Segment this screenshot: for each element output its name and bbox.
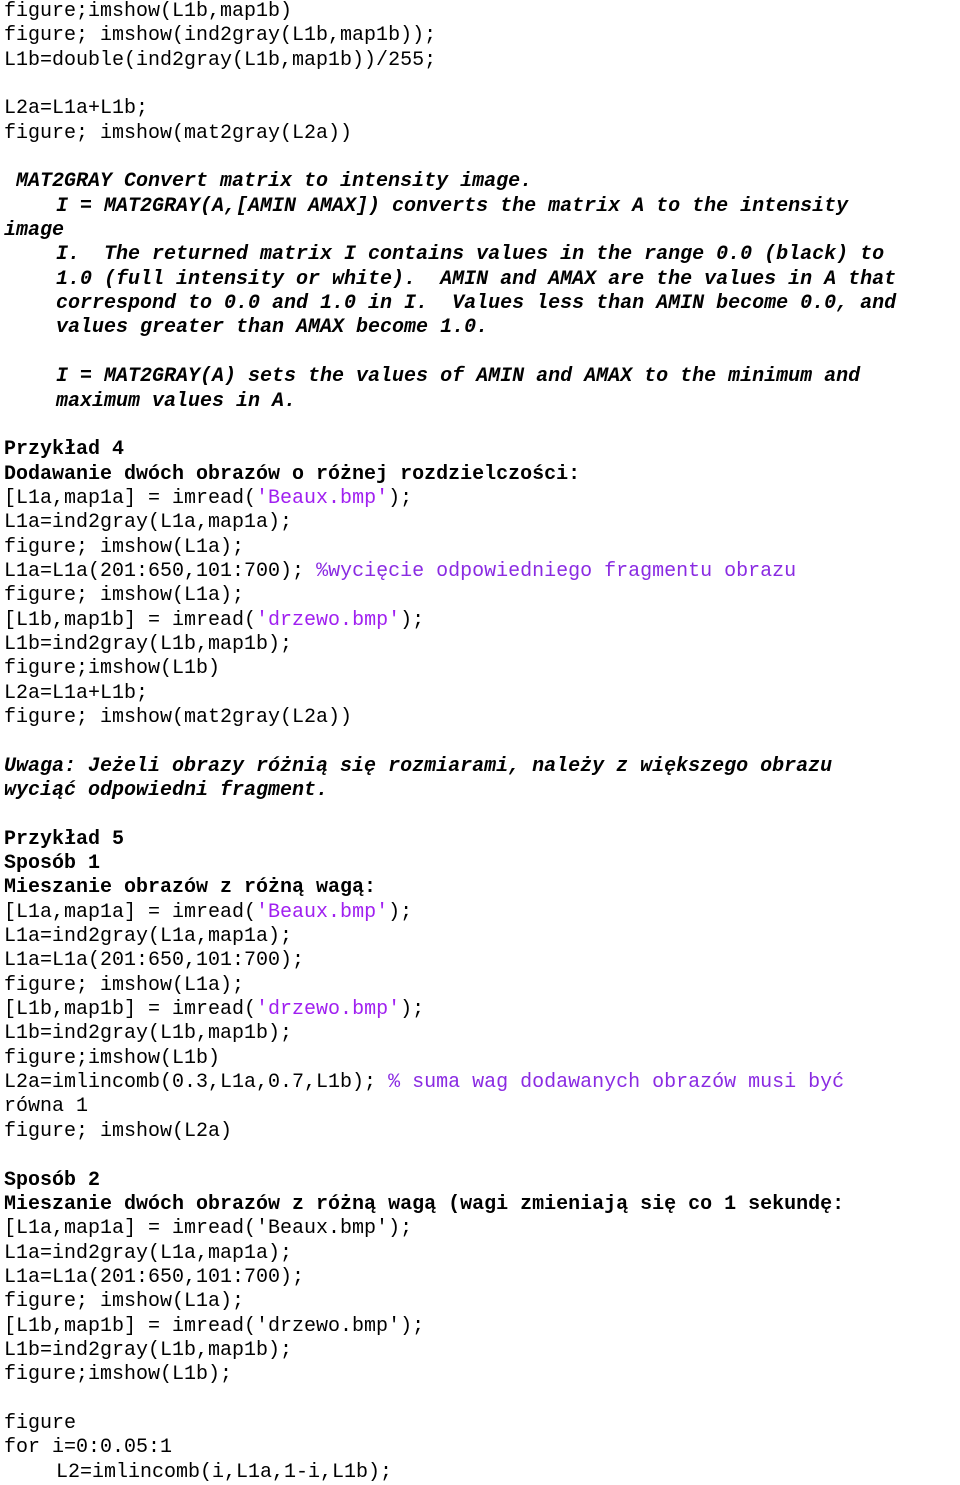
example-4-heading: Przykład 4 xyxy=(4,438,125,462)
code-line: L1a=ind2gray(L1a,map1a); xyxy=(4,1241,293,1265)
code-line: figure; imshow(L1a); xyxy=(4,535,245,559)
code-line: [L1a,map1a] = imread('Beaux.bmp'); xyxy=(4,900,413,924)
code-line: L1b=ind2gray(L1b,map1b); xyxy=(4,1022,293,1046)
document-page xyxy=(4,0,958,1485)
code-line: L2a=imlincomb(0.3,L1a,0.7,L1b); % suma wag dodawanych obrazów musi być xyxy=(4,1071,845,1095)
code-line: figure; imshow(L1a); xyxy=(4,973,245,997)
code-line: L1a=ind2gray(L1a,map1a); xyxy=(4,925,293,949)
code-line: figure xyxy=(4,1411,77,1435)
string-literal: 'drzewo.bmp' xyxy=(256,998,401,1022)
method-1-heading: Sposób 1 xyxy=(4,852,101,876)
code-line: [L1b,map1b] = imread('drzewo.bmp'); xyxy=(4,998,425,1022)
code-line: [L1b,map1b] = imread('drzewo.bmp'); xyxy=(4,1314,425,1338)
note-line: Uwaga: Jeżeli obrazy różnią się rozmiarami, należy z większego obrazu xyxy=(4,754,833,778)
help-line: I = MAT2GRAY(A,[AMIN AMAX]) converts the matrix A to the intensity xyxy=(56,194,849,218)
example-5-heading: Przykład 5 xyxy=(4,827,125,851)
code-line: L1a=L1a(201:650,101:700); xyxy=(4,949,305,973)
code-line: figure; imshow(mat2gray(L2a)) xyxy=(4,705,353,729)
code-line: [L1a,map1a] = imread('Beaux.bmp'); xyxy=(4,1217,413,1241)
help-line: correspond to 0.0 and 1.0 in I. Values less than AMIN become 0.0, and xyxy=(56,292,897,316)
help-line: maximum values in A. xyxy=(56,389,297,413)
blank-line xyxy=(4,803,958,827)
method-2-subtitle: Mieszanie dwóch obrazów z różną wagą (wagi zmieniają się co 1 sekundę: xyxy=(4,1192,845,1216)
blank-line xyxy=(4,341,958,365)
string-literal: 'Beaux.bmp' xyxy=(256,486,389,510)
code-line: L1a=L1a(201:650,101:700); %wycięcie odpowiedniego fragmentu obrazu xyxy=(4,559,797,583)
code-line: figure; imshow(mat2gray(L2a)) xyxy=(4,121,353,145)
method-2-heading: Sposób 2 xyxy=(4,1168,101,1192)
code-line: figure; imshow(L1a); xyxy=(4,584,245,608)
code-line: L1a=L1a(201:650,101:700); xyxy=(4,1265,305,1289)
blank-line xyxy=(4,1144,958,1168)
code-line: figure;imshow(L1b) xyxy=(4,657,221,681)
code-line: równa 1 xyxy=(4,1095,89,1119)
method-1-subtitle: Mieszanie obrazów z różną wagą: xyxy=(4,876,377,900)
code-line: L1b=ind2gray(L1b,map1b); xyxy=(4,1338,293,1362)
blank-line xyxy=(4,146,958,170)
help-title: MAT2GRAY Convert matrix to intensity image. xyxy=(16,170,533,194)
blank-line xyxy=(4,414,958,438)
help-line: values greater than AMAX become 1.0. xyxy=(56,316,489,340)
blank-line xyxy=(4,73,958,97)
help-line: I = MAT2GRAY(A) sets the values of AMIN and AMAX to the minimum and xyxy=(56,365,861,389)
code-line: figure;imshow(L1b); xyxy=(4,1363,233,1387)
code-line: L1a=ind2gray(L1a,map1a); xyxy=(4,511,293,535)
code-line: L2=imlincomb(i,L1a,1-i,L1b); xyxy=(56,1460,393,1484)
blank-line xyxy=(4,1388,958,1412)
string-literal: 'drzewo.bmp' xyxy=(256,608,401,632)
note-line: wyciąć odpowiedni fragment. xyxy=(4,779,329,802)
code-line: [L1b,map1b] = imread('drzewo.bmp'); xyxy=(4,608,425,632)
code-line: L2a=L1a+L1b; xyxy=(4,681,149,705)
blank-line xyxy=(4,730,958,754)
help-line: I. The returned matrix I contains values in the range 0.0 (black) to xyxy=(56,243,885,267)
help-line: image xyxy=(4,219,65,243)
code-line: figure; imshow(L1a); xyxy=(4,1290,245,1314)
code-line: figure;imshow(L1b) xyxy=(4,1046,221,1070)
code-line: figure;imshow(L1b,map1b) xyxy=(4,0,293,23)
code-comment: %wycięcie odpowiedniego fragmentu obrazu xyxy=(316,559,797,583)
code-comment: % suma wag dodawanych obrazów musi być xyxy=(388,1071,845,1095)
code-line: L1b=ind2gray(L1b,map1b); xyxy=(4,632,293,656)
code-line: L1b=double(ind2gray(L1b,map1b))/255; xyxy=(4,48,437,72)
example-4-subtitle: Dodawanie dwóch obrazów o różnej rozdzielczości: xyxy=(4,462,581,486)
help-line: 1.0 (full intensity or white). AMIN and AMAX are the values in A that xyxy=(56,267,897,291)
code-line: L2a=L1a+L1b; xyxy=(4,97,149,121)
code-line: for i=0:0.05:1 xyxy=(4,1436,173,1460)
code-line: figure; imshow(ind2gray(L1b,map1b)); xyxy=(4,24,437,48)
string-literal: 'Beaux.bmp' xyxy=(256,900,389,924)
code-line: [L1a,map1a] = imread('Beaux.bmp'); xyxy=(4,486,413,510)
code-line: figure; imshow(L2a) xyxy=(4,1119,233,1143)
